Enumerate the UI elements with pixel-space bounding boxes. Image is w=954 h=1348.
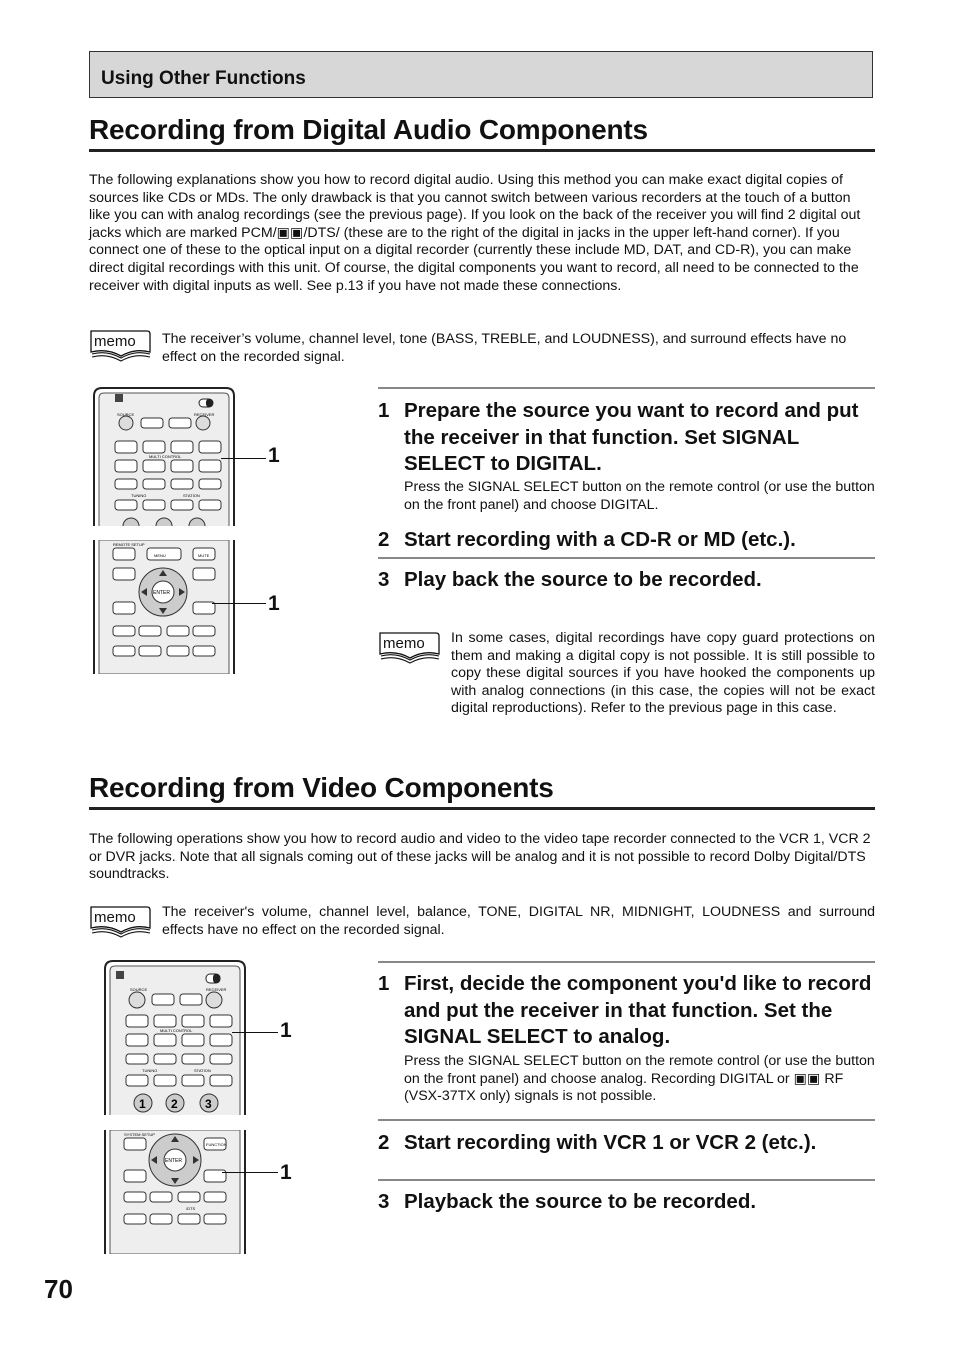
digital-section-title: Recording from Digital Audio Components: [89, 114, 648, 145]
step-title: Prepare the source you want to record and put the receiver in that function. Set SIGNAL SELECT to DIGITAL.: [404, 399, 859, 475]
callout-leader: [212, 603, 266, 604]
step-body: Press the SIGNAL SELECT button on the remote control (or use the button on the front panel) and choose analog. Recording DIGITAL or ▣▣ RF (VSX-37TX only) signals is not possible.: [404, 1053, 875, 1105]
step-body: Press the SIGNAL SELECT button on the remote control (or use the button on the front panel) and choose DIGITAL.: [404, 479, 875, 513]
step-number: 2: [378, 1131, 390, 1154]
section-header-bar: [89, 51, 873, 98]
section-label: Using Other Functions: [101, 68, 306, 89]
svg-text:ENTER: ENTER: [165, 1158, 182, 1164]
step-rule: [378, 557, 875, 559]
svg-text:TUNING: TUNING: [142, 1068, 158, 1073]
digital-step-1: [378, 398, 875, 480]
video-step-1: [378, 971, 875, 1053]
page-number: 70: [44, 1274, 73, 1304]
memo-label: memo: [94, 909, 136, 926]
callout-leader: [222, 1172, 278, 1173]
memo-icon: [378, 630, 442, 664]
step-title: Start recording with a CD-R or MD (etc.).: [404, 528, 796, 551]
svg-text:3: 3: [205, 1097, 212, 1111]
digital-memo-2: In some cases, digital recordings have copy guard protections on them and making a digital copy is not possible. It is still possible to copy these digital sources if you have hooked the components up with analog connections (in this case, the copies will not be exact digital reproductions). Refer to the previous page in this case.: [451, 630, 875, 717]
step-number: 2: [378, 528, 390, 551]
callout-number: 1: [280, 1161, 292, 1184]
svg-text:MULTI CONTROL: MULTI CONTROL: [149, 454, 182, 459]
step-number: 3: [378, 568, 390, 591]
memo-label: memo: [383, 635, 425, 652]
step-number: 1: [378, 972, 390, 995]
step-number: 1: [378, 399, 390, 422]
remote-control-bottom-illustration: [91, 540, 237, 679]
step-rule: [378, 1119, 875, 1121]
callout-number: 1: [280, 1019, 292, 1042]
video-section-title: Recording from Video Components: [89, 772, 554, 803]
digital-intro: The following explanations show you how to record digital audio. Using this method you can make exact digital copies of sources like CDs or MDs. The only drawback is that you cannot switch between various recorders at the touch of a button like you can with analog recordings (see the previous page). If you look on the back of the receiver you will find 2 digital out jacks which are marked PCM/▣▣/DTS/ (these are to the right of the digital in jacks in the upper left-hand corner). If you connect one of these to the optical input on a digital recorder (currently these include MD, DAT, and CD-R), you can make direct digital recordings with this unit. Of course, the digital components you want to record, all need to be connected to the receiver with digital inputs as well. See p.13 if you have not made these connections.: [89, 172, 861, 294]
remote-control-top-illustration: [102, 959, 248, 1120]
step-title: Play back the source to be recorded.: [404, 568, 762, 591]
svg-text:STATION: STATION: [194, 1068, 211, 1073]
svg-text:SOURCE: SOURCE: [130, 987, 148, 992]
svg-text:STATION: STATION: [183, 493, 200, 498]
callout-leader: [221, 458, 266, 459]
step-number: 3: [378, 1190, 390, 1213]
digital-memo: The receiver’s volume, channel level, tone (BASS, TREBLE, and LOUDNESS), and surround effects have no effect on the recorded signal.: [162, 331, 847, 365]
step-rule: [378, 387, 875, 389]
remote-control-top-illustration: [91, 386, 237, 531]
memo-icon: [89, 328, 153, 362]
svg-text:MUTE: MUTE: [198, 553, 210, 558]
video-intro: The following operations show you how to record audio and video to the video tape recorder connected to the VCR 1, VCR 2 or DVR jacks. Note that all signals coming out of these jacks will be analog and it is not possible to record Dolby Digital/DTS soundtracks.: [89, 831, 871, 883]
svg-text:1: 1: [139, 1097, 146, 1111]
title-rule: [89, 149, 875, 152]
memo-icon: [89, 904, 153, 938]
svg-text:/DTS: /DTS: [186, 1206, 196, 1211]
remote-control-bottom-illustration: [102, 1130, 248, 1259]
svg-text:REMOTE SETUP: REMOTE SETUP: [113, 542, 145, 547]
step-rule: [378, 1179, 875, 1181]
svg-text:SOURCE: SOURCE: [117, 412, 135, 417]
svg-text:SYSTEM SETUP: SYSTEM SETUP: [124, 1132, 155, 1137]
svg-text:MULTI CONTROL: MULTI CONTROL: [160, 1028, 193, 1033]
step-title: First, decide the component you'd like to record and put the receiver in that function. Set the SIGNAL SELECT to analog.: [404, 972, 872, 1048]
memo-label: memo: [94, 333, 136, 350]
step-rule: [378, 961, 875, 963]
svg-text:RECEIVER: RECEIVER: [206, 987, 227, 992]
svg-text:RECEIVER: RECEIVER: [194, 412, 215, 417]
step-title: Start recording with VCR 1 or VCR 2 (etc.).: [404, 1131, 817, 1154]
video-memo: The receiver's volume, channel level, balance, TONE, DIGITAL NR, MIDNIGHT, LOUDNESS and surround effects have no effect on the recorded signal.: [162, 904, 875, 938]
svg-text:FUNCTION: FUNCTION: [206, 1142, 227, 1147]
svg-text:ENTER: ENTER: [153, 590, 170, 596]
svg-text:TUNING: TUNING: [131, 493, 147, 498]
svg-text:2: 2: [171, 1097, 178, 1111]
callout-number: 1: [268, 592, 280, 615]
title-rule: [89, 807, 875, 810]
callout-number: 1: [268, 444, 280, 467]
step-title: Playback the source to be recorded.: [404, 1190, 757, 1213]
callout-leader: [232, 1032, 278, 1033]
svg-text:MENU: MENU: [154, 553, 166, 558]
